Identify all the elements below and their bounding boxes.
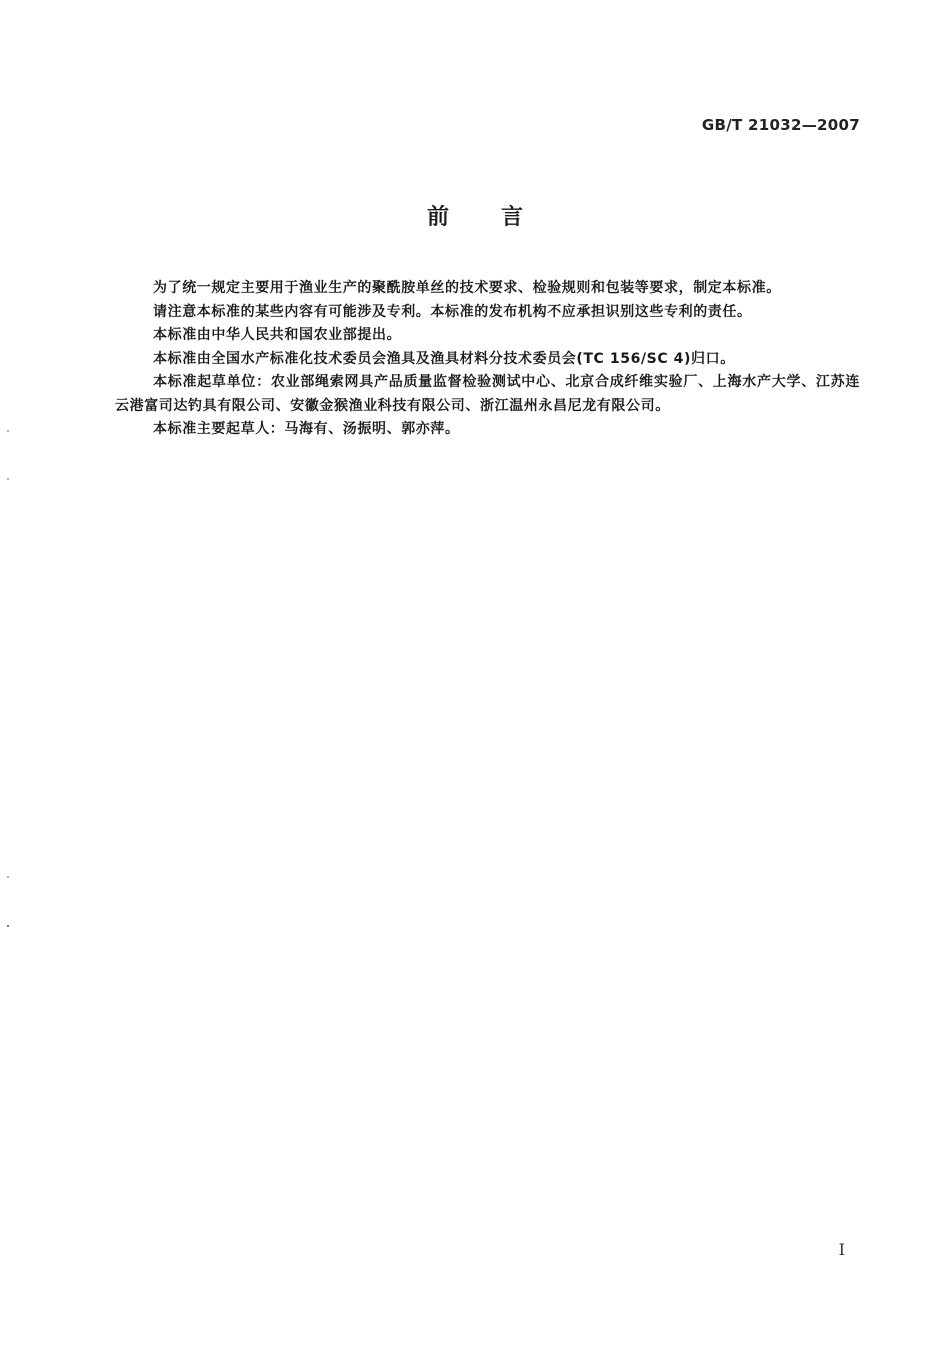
page-title: 前言: [426, 205, 575, 230]
scan-speck: [7, 876, 9, 878]
scan-speck: [7, 478, 9, 480]
paragraph-drafting-units: 本标准起草单位：农业部绳索网具产品质量监督检验测试中心、北京合成纤维实验厂、上海水产大学、江苏连云港富司达钓具有限公司、安徽金猴渔业科技有限公司、浙江温州永昌尼龙有限公司。: [115, 374, 860, 414]
paragraph-purpose: 为了统一规定主要用于渔业生产的聚酰胺单丝的技术要求、检验规则和包装等要求，制定本标准。: [153, 280, 781, 296]
foreword-body: [115, 277, 860, 442]
standard-code: GB/T 21032—2007: [701, 116, 860, 134]
page-number: I: [838, 1240, 845, 1259]
paragraph-administrator: 本标准由全国水产标准化技术委员会渔具及渔具材料分技术委员会(TC 156/SC 4)归口。: [153, 350, 735, 367]
paragraph-patent-notice: 请注意本标准的某些内容有可能涉及专利。本标准的发布机构不应承担识别这些专利的责任。: [153, 303, 752, 320]
paragraph-drafters: 本标准主要起草人：马海有、汤振明、郭亦萍。: [153, 421, 460, 437]
scan-speck: [7, 925, 9, 927]
scan-speck: [7, 430, 9, 432]
paragraph-proposer: 本标准由中华人民共和国农业部提出。: [153, 327, 402, 343]
